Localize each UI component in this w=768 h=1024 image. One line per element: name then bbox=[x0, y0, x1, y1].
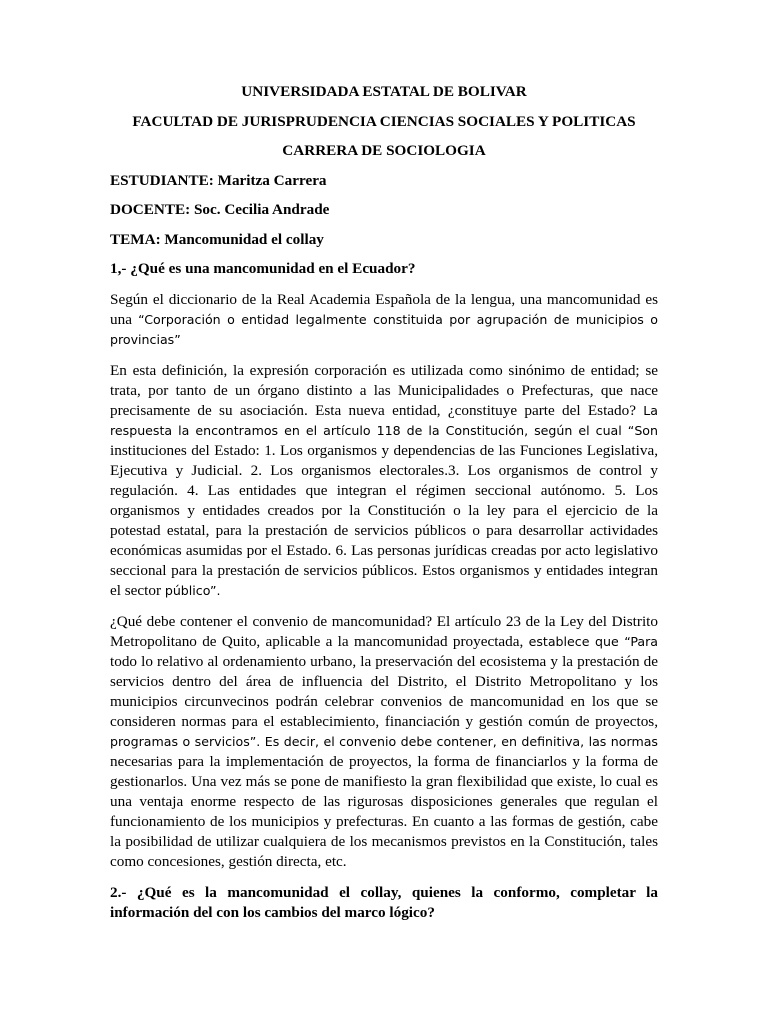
convenio-quote-end: programas o servicios”. Es decir, el convenio debe contener, en definitiva, las normas bbox=[110, 733, 658, 749]
paragraph-convenio-rest: necesarias para la implementación de proyectos, la forma de financiarlos y la forma de gestionarlos. Una vez más se pone de manifiesto la gran flexibilidad que existe, lo cual es una ventaja enorme respecto de las rigurosas disposiciones generales que regulan el funcionamiento de los municipios y prefecturas. En cuanto a las formas de gestión, cabe la posibilidad de utilizar cualquiera de los mecanismos previstos en la Constitución, tales como concesiones, gestión directa, etc. bbox=[110, 752, 658, 870]
paragraph-definition-text: Según el diccionario de la Real Academia Española de la lengua, una mancomunidad es una bbox=[110, 290, 658, 328]
topic-field: TEMA: Mancomunidad el collay bbox=[110, 230, 324, 248]
paragraph-corporation-end: público”. bbox=[164, 582, 221, 598]
paragraph-corporation-intro: En esta definición, la expresión corporación es utilizada como sinónimo de entidad; se trata, por tanto de un órgano distinto a las Municipalidades o Prefecturas, que nace precisamente de su asociación. Esta nueva entidad, ¿constituye parte del Estado? bbox=[110, 361, 658, 419]
convenio-quote-start: establece que “Para bbox=[528, 633, 658, 649]
faculty-title: FACULTAD DE JURISPRUDENCIA CIENCIAS SOCIALES Y POLITICAS bbox=[132, 112, 636, 130]
quoted-definition: “Corporación o entidad legalmente constituida por agrupación de municipios o provincias” bbox=[110, 311, 658, 347]
question-1: 1,- ¿Qué es una mancomunidad en el Ecuador? bbox=[110, 260, 416, 277]
constitution-reference: La respuesta la encontramos en el artículo 118 de la Constitución, según el cual “Son bbox=[110, 402, 658, 438]
career-title: CARRERA DE SOCIOLOGIA bbox=[282, 142, 486, 159]
paragraph-corporation-list: instituciones del Estado: 1. Los organismos y dependencias de las Funciones Legislativa, Ejecutiva y Judicial. 2. Los organismos electorales.3. Los organismos de control y regulación. 4. Las entidades que integran el régimen seccional autónomo. 5. Los organismos y entidades creados por la Constitución o la ley para el ejercicio de la potestad estatal, para la prestación de servicios públicos o para desarrollar actividades económicas asumidas por el Estado. 6. Las personas jurídicas creadas por acto legislativo seccional para la prestación de servicios públicos. Estos organismos y entidades integran el sector bbox=[110, 441, 658, 599]
document-page bbox=[110, 82, 658, 933]
paragraph-corporation bbox=[110, 361, 658, 601]
paragraph-convenio-quote: todo lo relativo al ordenamiento urbano, la preservación del ecosistema y la prestación de servicios dentro del área de influencia del Distrito, el Distrito Metropolitano y los municipios circunvecinos podrán celebrar convenios de mancomunidad en los que se consideren normas para el establecimiento, financiación y gestión común de proyectos, bbox=[110, 652, 658, 730]
paragraph-convenio bbox=[110, 612, 658, 872]
paragraph-convenio-intro: ¿Qué debe contener el convenio de mancomunidad? El artículo 23 de la Ley del Distrito Metropolitano de Quito, aplicable a la mancomunidad proyectada, bbox=[110, 612, 658, 650]
question-2: 2.- ¿Qué es la mancomunidad el collay, quienes la conformo, completar la información del con los cambios del marco lógico? bbox=[110, 883, 658, 921]
teacher-field: DOCENTE: Soc. Cecilia Andrade bbox=[110, 201, 330, 218]
paragraph-definition bbox=[110, 290, 658, 350]
university-title: UNIVERSIDADA ESTATAL DE BOLIVAR bbox=[241, 83, 527, 100]
student-field: ESTUDIANTE: Maritza Carrera bbox=[110, 171, 327, 189]
